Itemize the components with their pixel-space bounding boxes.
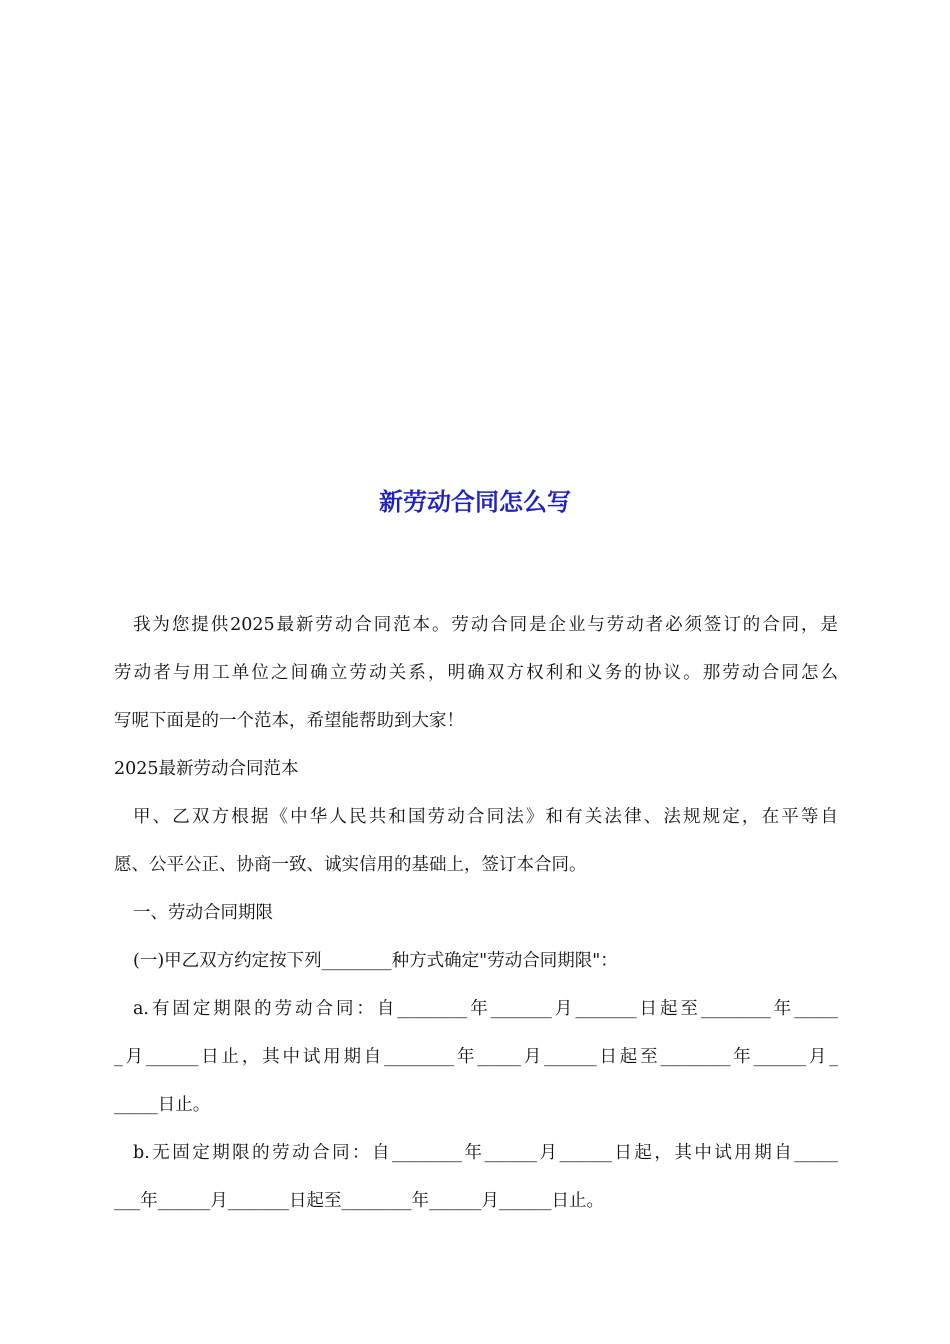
- clause-option-a: [114, 985, 838, 1129]
- section-heading: [114, 745, 838, 793]
- document-title: 新劳动合同怎么写: [379, 488, 571, 516]
- text-line: a.有固定期限的劳动合同：自________年_______月_______日起至________年_____: [133, 999, 838, 1019]
- clause-heading: [114, 889, 838, 937]
- text-line: 甲、乙双方根据《中华人民共和国劳动合同法》和有关法律、法规规定，在平等自: [133, 807, 838, 827]
- text-line: 我为您提供2025最新劳动合同范本。劳动合同是企业与劳动者必须签订的合同，是: [133, 615, 838, 635]
- text-line: _____日止。: [114, 1095, 211, 1115]
- text-line: 一、劳动合同期限: [133, 903, 273, 923]
- clause-option-b: [114, 1129, 838, 1225]
- text-line: _月______日止，其中试用期自________年_____月______日起至________年______月_: [114, 1047, 838, 1067]
- preamble-paragraph: [114, 793, 838, 889]
- clause-item: [114, 937, 838, 985]
- text-line: (一)甲乙双方约定按下列________种方式确定"劳动合同期限"：: [133, 951, 618, 971]
- text-line: 写呢下面是的一个范本，希望能帮助到大家！: [114, 711, 464, 731]
- text-line: 2025最新劳动合同范本: [114, 759, 299, 779]
- text-line: 劳动者与用工单位之间确立劳动关系，明确双方权利和义务的协议。那劳动合同怎么: [114, 663, 838, 683]
- intro-paragraph: [114, 601, 838, 745]
- text-line: ___年______月_______日起至________年______月______日止。: [114, 1191, 604, 1211]
- text-line: 愿、公平公正、协商一致、诚实信用的基础上，签订本合同。: [114, 855, 587, 875]
- document-body: [114, 601, 838, 1225]
- text-line: b.无固定期限的劳动合同：自________年______月______日起，其中试用期自_____: [133, 1143, 838, 1163]
